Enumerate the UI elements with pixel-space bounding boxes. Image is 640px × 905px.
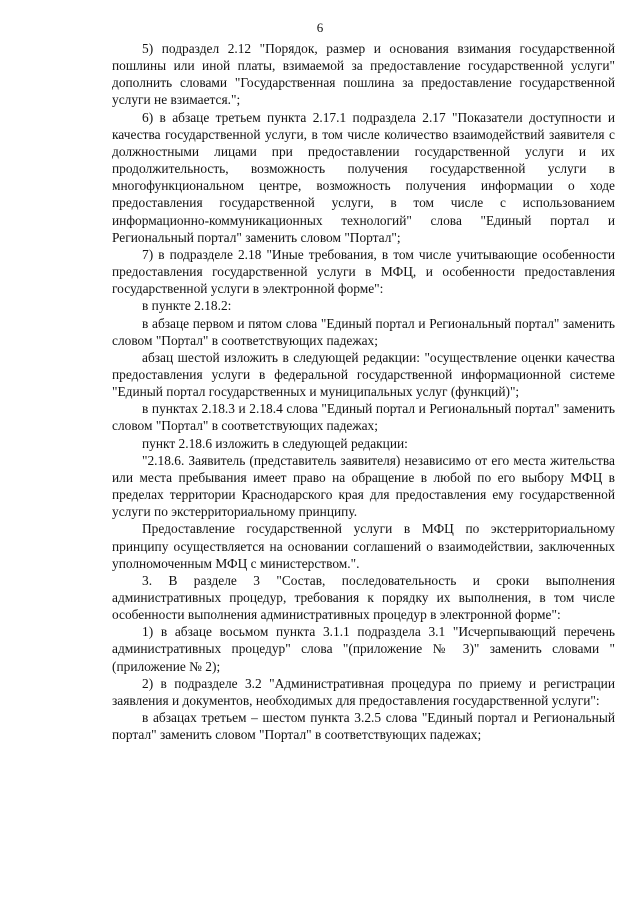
paragraph-3-1-1: 1) в абзаце восьмом пункта 3.1.1 подраздела 3.1 "Исчерпывающий перечень административных процедур" слова "(приложение № 3)" заменить словами " (приложение № 2); (112, 624, 615, 674)
paragraph-sixth: абзац шестой изложить в следующей редакции: "осуществление оценки качества предоставления услуги в федеральной государственной информационной системе "Единый портал государственных и муниципальных услуг (функций)"; (112, 349, 615, 400)
paragraph-point-2-18-2: в пункте 2.18.2: (142, 298, 232, 314)
paragraph-item-7: 7) в подразделе 2.18 "Иные требования, в том числе учитывающие особенности предоставления государственной услуги в МФЦ, и особенности предоставления государственной услуги в электронной форме": (112, 246, 615, 297)
document-text (112, 40, 615, 743)
paragraph-2-18-6-text: "2.18.6. Заявитель (представитель заявителя) независимо от его места жительства или места пребывания имеет право на обращение в любой по его выбору МФЦ в пределах территории Краснодарского края для предоставления ему государственной услуги по экстерриториальному принципу. (112, 452, 615, 520)
paragraph-item-5: 5) подраздел 2.12 "Порядок, размер и основания взимания государственной пошлины или иной платы, взимаемой за предоставление государственной услуги" дополнить словами "Государственная пошлина за предоставление государственной услуги не взимается."; (112, 41, 615, 108)
paragraph-3-2-5: в абзацах третьем – шестом пункта 3.2.5 слова "Единый портал и Региональный портал" заменить словом "Портал" в соответствующих падежах; (112, 710, 615, 743)
paragraph-first-fifth: в абзаце первом и пятом слова "Единый портал и Региональный портал" заменить словом "Портал" в соответствующих падежах; (112, 315, 615, 348)
page-number: 6 (316, 20, 324, 35)
paragraph-2-18-3-4: в пунктах 2.18.3 и 2.18.4 слова "Единый портал и Региональный портал" заменить словом "Портал" в соответствующих падежах; (112, 401, 615, 434)
paragraph-section-3: 3. В разделе 3 "Состав, последовательность и сроки выполнения административных процедур, требования к порядку их выполнения, в том числе особенности выполнения административных процедур в электронной форме": (112, 572, 615, 623)
paragraph-item-6: 6) в абзаце третьем пункта 2.17.1 подраздела 2.17 "Показатели доступности и качества государственной услуги, в том числе количество взаимодействий заявителя с должностными лицами при предоставлении государственной услуги и их продолжительность, возможность получения государственной услуги в многофункциональном центре, возможность получения информации о ходе предоставления государственной услуги, в том числе с использованием информационно-коммуникационных технологий" слова "Единый портал и Региональный портал" заменить словом "Портал"; (112, 109, 615, 245)
paragraph-3-2: 2) в подразделе 3.2 "Административная процедура по приему и регистрации заявления и документов, необходимых для предоставления государственной услуги": (112, 675, 615, 708)
paragraph-2-18-6-intro: пункт 2.18.6 изложить в следующей редакции: (142, 435, 408, 451)
paragraph-extraterritorial: Предоставление государственной услуги в МФЦ по экстерриториальному принципу осуществляется на основании соглашений о взаимодействии, заключенных уполномоченным МФЦ с министерством.". (112, 521, 615, 571)
